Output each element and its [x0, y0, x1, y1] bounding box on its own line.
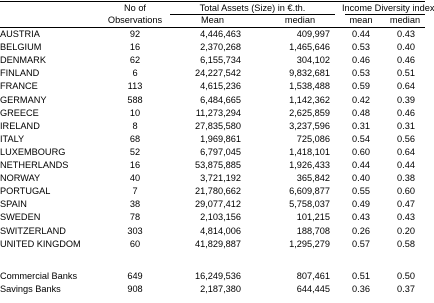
header-observations-line1: No of: [124, 3, 146, 13]
cell-index-mean: 0.43: [352, 212, 370, 222]
row-label: LUXEMBOURG: [0, 147, 66, 157]
cell-observations: 649: [127, 271, 143, 281]
cell-assets-median: 2,625,859: [289, 108, 330, 118]
cell-index-median: 0.39: [397, 95, 415, 105]
cell-assets-mean: 2,103,156: [200, 212, 241, 222]
row-label: Savings Banks: [0, 284, 61, 294]
cell-index-mean: 0.44: [352, 160, 370, 170]
cell-index-median: 0.38: [397, 173, 415, 183]
cell-assets-median: 1,295,279: [289, 239, 330, 249]
header-total-assets: Total Assets (Size) in €.th.: [199, 3, 306, 13]
cell-index-median: 0.43: [397, 29, 415, 39]
cell-observations: 68: [129, 134, 141, 144]
row-label: SWITZERLAND: [0, 226, 66, 236]
cell-assets-median: 644,445: [296, 284, 330, 294]
cell-assets-mean: 27,835,580: [195, 121, 241, 131]
cell-observations: 8: [132, 121, 138, 131]
cell-assets-median: 9,832,681: [289, 68, 330, 78]
cell-observations: 16: [129, 42, 141, 52]
cell-assets-mean: 53,875,885: [195, 160, 241, 170]
cell-observations: 60: [129, 239, 141, 249]
row-label: UNITED KINGDOM: [0, 239, 81, 249]
row-label: DENMARK: [0, 55, 46, 65]
cell-assets-mean: 29,077,412: [195, 199, 241, 209]
cell-assets-mean: 24,227,542: [195, 68, 241, 78]
cell-index-mean: 0.26: [352, 226, 370, 236]
cell-assets-mean: 21,780,662: [195, 186, 241, 196]
cell-index-mean: 0.54: [352, 134, 370, 144]
cell-observations: 908: [127, 284, 143, 294]
cell-index-median: 0.46: [397, 55, 415, 65]
cell-observations: 78: [129, 212, 141, 222]
cell-assets-median: 1,926,433: [289, 160, 330, 170]
cell-assets-mean: 6,155,734: [200, 55, 241, 65]
cell-index-mean: 0.31: [352, 121, 370, 131]
cell-assets-mean: 6,797,045: [200, 147, 241, 157]
cell-index-mean: 0.55: [352, 186, 370, 196]
header-income-median: median: [389, 15, 421, 25]
cell-observations: 113: [127, 81, 143, 91]
cell-observations: 40: [129, 173, 141, 183]
cell-index-median: 0.37: [397, 284, 415, 294]
cell-index-mean: 0.44: [352, 29, 370, 39]
header-assets-mean: Mean: [201, 15, 224, 25]
cell-index-median: 0.58: [397, 239, 415, 249]
cell-index-median: 0.51: [397, 68, 415, 78]
cell-index-mean: 0.48: [352, 108, 370, 118]
cell-assets-mean: 2,187,380: [200, 284, 241, 294]
header-income-diversity: Income Diversity index: [342, 3, 434, 13]
cell-assets-median: 1,465,646: [289, 42, 330, 52]
cell-assets-mean: 41,829,887: [195, 239, 241, 249]
row-label: NETHERLANDS: [0, 160, 69, 170]
cell-observations: 16: [129, 160, 141, 170]
cell-observations: 38: [129, 199, 141, 209]
cell-index-median: 0.50: [397, 271, 415, 281]
cell-observations: 62: [129, 55, 141, 65]
cell-assets-median: 304,102: [296, 55, 330, 65]
cell-index-median: 0.20: [397, 226, 415, 236]
cell-index-median: 0.43: [397, 212, 415, 222]
row-label: SPAIN: [0, 199, 27, 209]
cell-assets-median: 409,997: [296, 29, 330, 39]
header-observations-line2: Observations: [107, 15, 163, 25]
row-label: BELGIUM: [0, 42, 42, 52]
cell-assets-median: 3,237,596: [289, 121, 330, 131]
cell-assets-median: 5,758,037: [289, 199, 330, 209]
row-label: FRANCE: [0, 81, 38, 91]
header-assets-median: median: [284, 15, 316, 25]
header-top-rule: [0, 1, 425, 2]
row-label: AUSTRIA: [0, 29, 40, 39]
cell-index-mean: 0.59: [352, 81, 370, 91]
cell-assets-mean: 3,721,192: [200, 173, 241, 183]
cell-index-mean: 0.42: [352, 95, 370, 105]
cell-assets-median: 365,842: [296, 173, 330, 183]
cell-observations: 52: [129, 147, 141, 157]
row-label: GERMANY: [0, 95, 47, 105]
row-label: PORTUGAL: [0, 186, 51, 196]
cell-index-median: 0.40: [397, 42, 415, 52]
cell-index-mean: 0.40: [352, 173, 370, 183]
cell-assets-median: 101,215: [296, 212, 330, 222]
cell-assets-median: 1,142,362: [289, 95, 330, 105]
cell-assets-mean: 2,370,268: [200, 42, 241, 52]
cell-observations: 7: [132, 186, 138, 196]
cell-observations: 92: [129, 29, 141, 39]
cell-assets-mean: 4,615,236: [200, 81, 241, 91]
cell-observations: 6: [132, 68, 138, 78]
row-label: SWEDEN: [0, 212, 41, 222]
cell-index-mean: 0.57: [352, 239, 370, 249]
cell-index-median: 0.64: [397, 81, 415, 91]
cell-index-median: 0.47: [397, 199, 415, 209]
cell-assets-median: 725,086: [296, 134, 330, 144]
cell-index-median: 0.60: [397, 186, 415, 196]
cell-assets-median: 188,708: [296, 226, 330, 236]
row-label: NORWAY: [0, 173, 41, 183]
cell-index-median: 0.44: [397, 160, 415, 170]
row-label: GREECE: [0, 108, 39, 118]
cell-index-mean: 0.51: [352, 271, 370, 281]
cell-assets-mean: 11,273,294: [195, 108, 241, 118]
row-label: FINLAND: [0, 68, 40, 78]
cell-assets-mean: 4,814,006: [200, 226, 241, 236]
cell-index-mean: 0.49: [352, 199, 370, 209]
row-label: ITALY: [0, 134, 25, 144]
cell-observations: 588: [127, 95, 143, 105]
row-label: Commercial Banks: [0, 271, 78, 281]
cell-index-mean: 0.46: [352, 55, 370, 65]
cell-index-mean: 0.53: [352, 68, 370, 78]
cell-observations: 10: [129, 108, 141, 118]
cell-assets-median: 6,609,877: [289, 186, 330, 196]
cell-index-mean: 0.60: [352, 147, 370, 157]
cell-assets-median: 1,418,101: [289, 147, 330, 157]
header-income-mean: mean: [349, 15, 373, 25]
cell-assets-mean: 16,249,536: [195, 271, 241, 281]
cell-assets-median: 1,538,488: [289, 81, 330, 91]
cell-index-median: 0.31: [397, 121, 415, 131]
cell-observations: 303: [127, 226, 143, 236]
cell-index-mean: 0.53: [352, 42, 370, 52]
cell-index-median: 0.46: [397, 108, 415, 118]
cell-index-median: 0.64: [397, 147, 415, 157]
cell-index-mean: 0.36: [352, 284, 370, 294]
cell-assets-mean: 4,446,463: [200, 29, 241, 39]
cell-assets-median: 807,461: [296, 271, 330, 281]
row-label: IRELAND: [0, 121, 40, 131]
header-bottom-rule: [0, 27, 425, 28]
cell-assets-mean: 1,969,861: [200, 134, 241, 144]
cell-assets-mean: 6,484,665: [200, 95, 241, 105]
cell-index-median: 0.56: [397, 134, 415, 144]
